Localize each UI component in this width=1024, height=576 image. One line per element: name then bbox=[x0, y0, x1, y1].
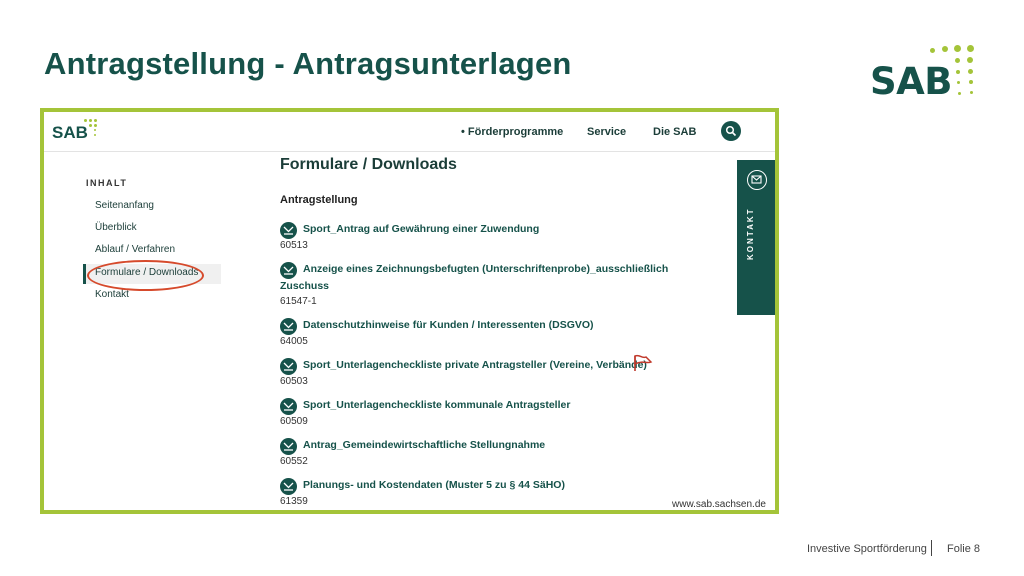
contact-label: KONTAKT bbox=[746, 207, 755, 260]
document-link[interactable]: Sport_Unterlagencheckliste kommunale Antragsteller bbox=[303, 399, 571, 411]
search-button[interactable] bbox=[721, 121, 741, 141]
source-url: www.sab.sachsen.de bbox=[672, 499, 766, 510]
sidebar-item-seitenanfang[interactable]: Seitenanfang bbox=[95, 200, 154, 211]
document-link[interactable]: Datenschutzhinweise für Kunden / Interessenten (DSGVO) bbox=[303, 319, 594, 331]
website-screenshot-frame bbox=[40, 108, 779, 514]
document-code: 60552 bbox=[280, 456, 308, 467]
section-heading: Antragstellung bbox=[280, 194, 358, 206]
document-code: 60513 bbox=[280, 240, 308, 251]
document-code: 60503 bbox=[280, 376, 308, 387]
sab-logo bbox=[868, 44, 984, 102]
sidebar-item-formulare[interactable]: Formulare / Downloads bbox=[95, 267, 199, 278]
document-link[interactable]: Sport_Unterlagencheckliste private Antragsteller (Vereine, Verbände) bbox=[303, 359, 647, 371]
site-header bbox=[44, 112, 775, 152]
sidebar-item-kontakt[interactable]: Kontakt bbox=[95, 289, 129, 300]
footer-topic: Investive Sportförderung bbox=[807, 543, 927, 555]
site-logo[interactable]: SAB bbox=[52, 123, 88, 142]
download-icon[interactable] bbox=[280, 358, 297, 375]
footer-slide-number: Folie 8 bbox=[947, 543, 981, 555]
document-link[interactable]: Planungs- und Kostendaten (Muster 5 zu § 44 SäHO) bbox=[303, 479, 565, 491]
download-icon[interactable] bbox=[280, 478, 297, 495]
document-link-continued[interactable]: Zuschuss bbox=[280, 280, 330, 292]
document-code: 61359 bbox=[280, 496, 308, 507]
sab-logo-text: SAB bbox=[870, 60, 952, 103]
sidebar-item-ablauf[interactable]: Ablauf / Verfahren bbox=[95, 244, 176, 255]
sidebar-item-ueberblick[interactable]: Überblick bbox=[95, 222, 137, 233]
download-icon[interactable] bbox=[280, 222, 297, 239]
slide-title: Antragstellung - Antragsunterlagen bbox=[44, 46, 572, 81]
page-heading: Formulare / Downloads bbox=[280, 156, 457, 173]
document-link[interactable]: Anzeige eines Zeichnungsbefugten (Unterschriftenprobe)_ausschließlich bbox=[303, 263, 669, 275]
document-link[interactable]: Sport_Antrag auf Gewährung einer Zuwendung bbox=[303, 223, 540, 235]
nav-die-sab[interactable]: Die SAB bbox=[653, 126, 697, 138]
download-icon[interactable] bbox=[280, 438, 297, 455]
download-icon[interactable] bbox=[280, 318, 297, 335]
document-code: 61547-1 bbox=[280, 296, 317, 307]
nav-service[interactable]: Service bbox=[587, 126, 627, 138]
contact-tab[interactable] bbox=[737, 160, 777, 315]
nav-foerderprogramme[interactable]: • Förderprogramme bbox=[461, 126, 564, 138]
document-code: 64005 bbox=[280, 336, 308, 347]
search-icon bbox=[725, 125, 737, 137]
contact-icon bbox=[747, 170, 767, 190]
footer-divider bbox=[931, 540, 932, 556]
flag-icon bbox=[632, 354, 654, 372]
highlight-ellipse bbox=[87, 260, 204, 291]
document-code: 60509 bbox=[280, 416, 308, 427]
download-icon[interactable] bbox=[280, 398, 297, 415]
document-link[interactable]: Antrag_Gemeindewirtschaftliche Stellungnahme bbox=[303, 439, 546, 451]
sidebar-heading: INHALT bbox=[86, 178, 128, 188]
download-icon[interactable] bbox=[280, 262, 297, 279]
